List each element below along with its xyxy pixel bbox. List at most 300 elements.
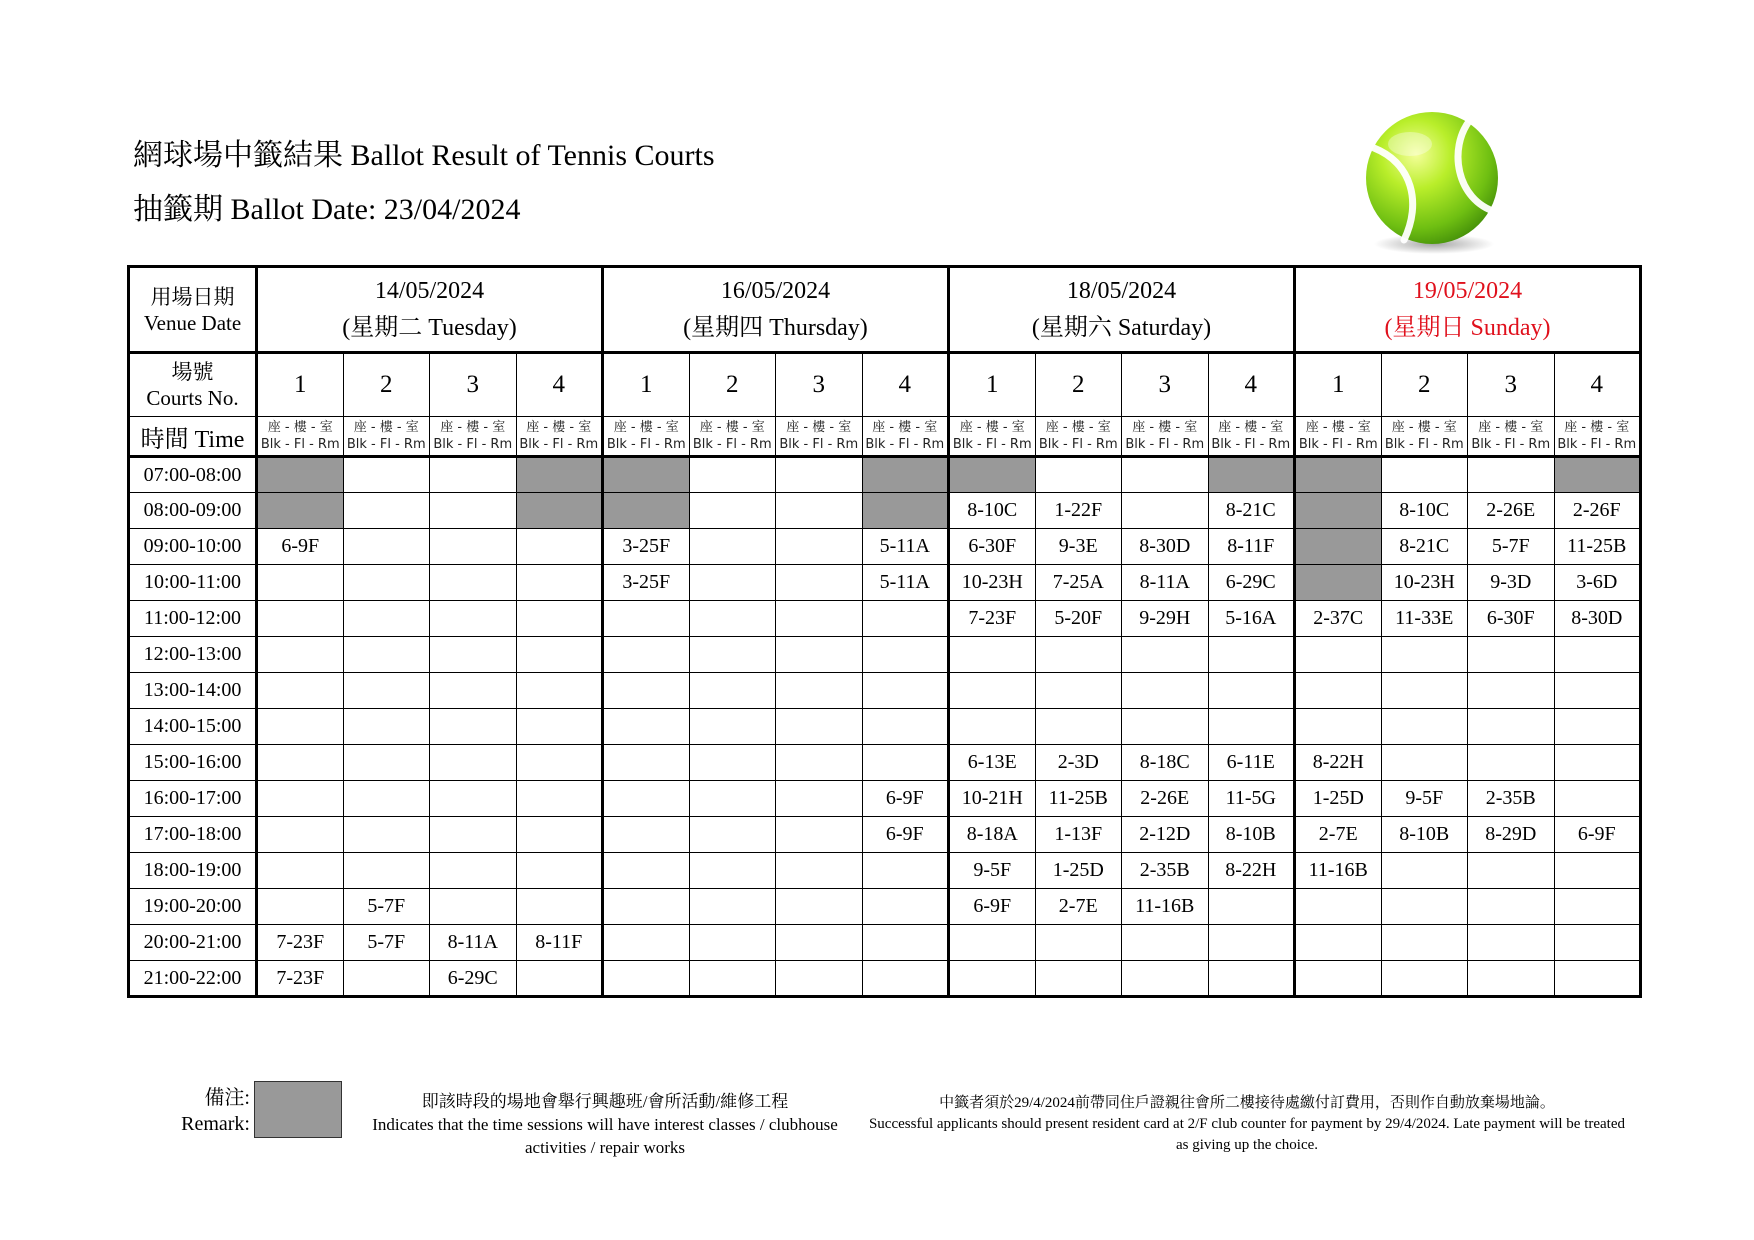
ballot-result-cell [1295, 889, 1382, 925]
blk-fl-rm-en: Blk - Fl - Rm [346, 437, 426, 452]
ballot-result-cell [343, 817, 430, 853]
ballot-result-cell: 8-11A [1122, 565, 1209, 601]
court-number: 2 [1035, 353, 1122, 417]
ballot-result-cell: 1-22F [1035, 493, 1122, 529]
day-weekday: (星期日 Sunday) [1384, 314, 1551, 341]
time-slot-row [129, 781, 1641, 817]
ballot-result-cell [257, 853, 344, 889]
time-slot-row [129, 889, 1641, 925]
day-header-thursday [603, 267, 949, 353]
ballot-result-cell [689, 853, 776, 889]
blk-fl-rm-row [129, 417, 1641, 457]
ballot-result-cell [1122, 925, 1209, 961]
blk-fl-rm-en: Blk - Fl - Rm [865, 437, 945, 452]
time-slot-row [129, 493, 1641, 529]
blk-fl-rm-label [430, 417, 517, 457]
ballot-result-cell [1381, 637, 1468, 673]
ballot-result-cell [689, 529, 776, 565]
ballot-result-cell [776, 601, 863, 637]
ballot-result-cell: 10-21H [949, 781, 1036, 817]
day-weekday: (星期六 Saturday) [1031, 314, 1212, 341]
ballot-result-cell: 8-29D [1468, 817, 1555, 853]
time-header: 時間 Time [129, 417, 257, 457]
ballot-result-cell: 6-29C [430, 961, 517, 997]
ballot-result-cell [603, 745, 690, 781]
ballot-result-cell [1381, 889, 1468, 925]
ballot-result-cell: 11-33E [1381, 601, 1468, 637]
ballot-result-cell [949, 673, 1036, 709]
day-date: 16/05/2024 [720, 277, 831, 304]
ballot-result-cell [1468, 925, 1555, 961]
ballot-result-cell [776, 457, 863, 493]
blk-fl-rm-en: Blk - Fl - Rm [692, 437, 772, 452]
ballot-result-cell [1554, 637, 1641, 673]
ballot-result-cell: 11-5G [1208, 781, 1295, 817]
ballot-result-cell: 9-3E [1035, 529, 1122, 565]
remark-text-zh: 即該時段的場地會舉行興趣班/會所活動/維修工程 [421, 1092, 789, 1111]
blk-fl-rm-en: Blk - Fl - Rm [519, 437, 599, 452]
ballot-result-cell: 10-23H [1381, 565, 1468, 601]
ballot-result-cell [1122, 961, 1209, 997]
ballot-result-cell: 8-22H [1295, 745, 1382, 781]
ballot-result-cell [516, 709, 603, 745]
ballot-result-cell [776, 925, 863, 961]
ballot-result-cell [689, 457, 776, 493]
ballot-result-cell [1554, 853, 1641, 889]
blk-fl-rm-label [343, 417, 430, 457]
ballot-result-cell [430, 565, 517, 601]
blk-fl-rm-en: Blk - Fl - Rm [260, 437, 340, 452]
ballot-result-cell [949, 961, 1036, 997]
ballot-result-cell [949, 637, 1036, 673]
blk-fl-rm-en: Blk - Fl - Rm [1298, 437, 1378, 452]
ballot-result-cell: 2-26F [1554, 493, 1641, 529]
ballot-result-cell: 6-13E [949, 745, 1036, 781]
ballot-result-cell [862, 961, 949, 997]
ballot-result-cell [516, 601, 603, 637]
ballot-result-cell [776, 889, 863, 925]
ballot-result-cell [1295, 637, 1382, 673]
blk-fl-rm-zh: 座 - 樓 - 室 [872, 420, 938, 435]
ballot-result-cell [862, 709, 949, 745]
time-slot-row [129, 673, 1641, 709]
day-header-saturday [949, 267, 1295, 353]
court-number: 4 [516, 353, 603, 417]
blk-fl-rm-label [1554, 417, 1641, 457]
court-number: 1 [257, 353, 344, 417]
courts-no-zh: 場號 [171, 360, 214, 384]
time-slot-label: 12:00-13:00 [129, 637, 257, 673]
blk-fl-rm-en: Blk - Fl - Rm [433, 437, 513, 452]
ballot-result-cell [603, 709, 690, 745]
ballot-result-cell [603, 925, 690, 961]
ballot-result-cell [257, 781, 344, 817]
ballot-result-cell [516, 961, 603, 997]
ballot-result-cell: 3-25F [603, 529, 690, 565]
blk-fl-rm-zh: 座 - 樓 - 室 [959, 420, 1025, 435]
blk-fl-rm-label [603, 417, 690, 457]
ballot-result-cell: 8-30D [1122, 529, 1209, 565]
ballot-result-cell [603, 853, 690, 889]
ballot-result-cell [430, 457, 517, 493]
ballot-result-cell: 5-11A [862, 565, 949, 601]
ballot-result-cell [516, 889, 603, 925]
ballot-result-cell: 11-16B [1295, 853, 1382, 889]
time-slot-row [129, 961, 1641, 997]
blk-fl-rm-en: Blk - Fl - Rm [1471, 437, 1551, 452]
ballot-result-cell: 8-18C [1122, 745, 1209, 781]
blk-fl-rm-label [862, 417, 949, 457]
ballot-result-cell [1468, 853, 1555, 889]
ballot-result-cell: 10-23H [949, 565, 1036, 601]
blk-fl-rm-label [776, 417, 863, 457]
day-date: 14/05/2024 [374, 277, 485, 304]
remark-label-zh: 備注: [204, 1087, 250, 1109]
time-slot-row [129, 817, 1641, 853]
court-number: 1 [949, 353, 1036, 417]
ballot-result-cell [603, 781, 690, 817]
ballot-result-cell: 8-30D [1554, 601, 1641, 637]
ballot-result-cell [1035, 709, 1122, 745]
ballot-result-cell: 7-25A [1035, 565, 1122, 601]
blocked-session-cell [862, 493, 949, 529]
ballot-result-cell [689, 493, 776, 529]
ballot-result-table [127, 265, 1642, 998]
ballot-result-cell [430, 853, 517, 889]
ballot-result-cell: 6-30F [949, 529, 1036, 565]
blk-fl-rm-en: Blk - Fl - Rm [1211, 437, 1291, 452]
ballot-result-cell: 11-25B [1554, 529, 1641, 565]
ballot-result-cell: 5-11A [862, 529, 949, 565]
blocked-session-cell [603, 457, 690, 493]
ballot-result-cell [430, 817, 517, 853]
blocked-session-cell [257, 493, 344, 529]
court-number-row [129, 353, 1641, 417]
ballot-result-cell [343, 601, 430, 637]
ballot-result-cell [257, 637, 344, 673]
time-slot-row [129, 709, 1641, 745]
ballot-result-cell [1295, 925, 1382, 961]
venue-date-zh: 用場日期 [150, 284, 235, 309]
blk-fl-rm-zh: 座 - 樓 - 室 [786, 420, 852, 435]
ballot-result-cell [516, 673, 603, 709]
time-slot-row [129, 637, 1641, 673]
ballot-result-cell [1208, 637, 1295, 673]
ballot-result-cell: 5-20F [1035, 601, 1122, 637]
ballot-result-cell [1554, 961, 1641, 997]
blk-fl-rm-label [516, 417, 603, 457]
ballot-result-cell [1554, 709, 1641, 745]
ballot-result-cell [1035, 457, 1122, 493]
blk-fl-rm-zh: 座 - 樓 - 室 [1132, 420, 1198, 435]
day-date: 18/05/2024 [1066, 277, 1177, 304]
blk-fl-rm-en: Blk - Fl - Rm [952, 437, 1032, 452]
court-number: 4 [862, 353, 949, 417]
ballot-result-cell [1468, 745, 1555, 781]
ballot-result-cell [776, 781, 863, 817]
ballot-result-cell [1468, 637, 1555, 673]
ballot-result-cell [430, 601, 517, 637]
ballot-result-cell [689, 601, 776, 637]
ballot-result-cell: 3-25F [603, 565, 690, 601]
court-number: 2 [343, 353, 430, 417]
time-slot-row [129, 853, 1641, 889]
ballot-result-cell [430, 493, 517, 529]
ballot-result-cell [430, 745, 517, 781]
ballot-result-cell [343, 709, 430, 745]
ballot-result-cell: 8-18A [949, 817, 1036, 853]
ballot-result-cell [430, 529, 517, 565]
ballot-result-cell: 7-23F [257, 961, 344, 997]
blk-fl-rm-zh: 座 - 樓 - 室 [699, 420, 765, 435]
blk-fl-rm-label [1468, 417, 1555, 457]
ballot-result-cell: 5-16A [1208, 601, 1295, 637]
page-title: 網球場中籤結果 Ballot Result of Tennis Courts [133, 139, 715, 172]
court-number: 2 [1381, 353, 1468, 417]
ballot-result-cell: 6-11E [1208, 745, 1295, 781]
ballot-result-cell [603, 889, 690, 925]
ballot-result-cell [1381, 745, 1468, 781]
ballot-result-cell: 7-23F [949, 601, 1036, 637]
ballot-result-cell [776, 961, 863, 997]
blk-fl-rm-zh: 座 - 樓 - 室 [1391, 420, 1457, 435]
time-slot-label: 08:00-09:00 [129, 493, 257, 529]
ballot-result-cell [1468, 709, 1555, 745]
ballot-result-cell: 8-21C [1381, 529, 1468, 565]
blk-fl-rm-label [949, 417, 1036, 457]
ballot-result-cell: 6-9F [257, 529, 344, 565]
ballot-result-cell [1122, 709, 1209, 745]
ballot-result-cell [776, 853, 863, 889]
ballot-result-cell [689, 817, 776, 853]
ballot-result-cell [776, 817, 863, 853]
blk-fl-rm-en: Blk - Fl - Rm [606, 437, 686, 452]
ballot-result-cell: 8-21C [1208, 493, 1295, 529]
ballot-result-cell [862, 637, 949, 673]
ballot-result-cell: 2-26E [1468, 493, 1555, 529]
ballot-result-cell [862, 673, 949, 709]
ballot-result-cell [1381, 961, 1468, 997]
blk-fl-rm-en: Blk - Fl - Rm [779, 437, 859, 452]
ballot-result-cell [516, 529, 603, 565]
ballot-result-cell [1554, 781, 1641, 817]
ballot-result-cell [689, 889, 776, 925]
time-slot-label: 14:00-15:00 [129, 709, 257, 745]
ballot-result-cell: 5-7F [343, 889, 430, 925]
ballot-result-cell: 6-9F [949, 889, 1036, 925]
ballot-result-cell: 2-35B [1122, 853, 1209, 889]
ballot-result-cell [430, 637, 517, 673]
remark-grey-swatch [254, 1081, 342, 1138]
day-header-sunday [1295, 267, 1641, 353]
blocked-session-cell [1295, 493, 1382, 529]
ballot-result-cell [689, 925, 776, 961]
ballot-result-cell [1035, 925, 1122, 961]
time-slot-label: 20:00-21:00 [129, 925, 257, 961]
ballot-result-cell: 8-10C [1381, 493, 1468, 529]
ballot-result-cell [1468, 457, 1555, 493]
ballot-result-cell: 8-11F [1208, 529, 1295, 565]
ballot-result-cell [1295, 673, 1382, 709]
blocked-session-cell [603, 493, 690, 529]
blk-fl-rm-zh: 座 - 樓 - 室 [267, 420, 333, 435]
time-slot-row [129, 457, 1641, 493]
blk-fl-rm-en: Blk - Fl - Rm [1557, 437, 1637, 452]
blocked-session-cell [1208, 457, 1295, 493]
court-number: 3 [430, 353, 517, 417]
blk-fl-rm-label [689, 417, 776, 457]
ballot-result-cell [343, 781, 430, 817]
ballot-result-cell: 2-3D [1035, 745, 1122, 781]
ballot-result-cell [603, 637, 690, 673]
ballot-result-cell [689, 745, 776, 781]
ballot-result-cell [1295, 709, 1382, 745]
court-number: 2 [689, 353, 776, 417]
blk-fl-rm-label [1208, 417, 1295, 457]
ballot-result-cell [689, 637, 776, 673]
ballot-result-cell [1468, 673, 1555, 709]
ballot-result-cell [1554, 745, 1641, 781]
ballot-result-cell [862, 925, 949, 961]
ballot-result-cell [776, 529, 863, 565]
venue-date-row [129, 267, 1641, 353]
ballot-result-cell [516, 853, 603, 889]
ballot-result-cell [1381, 925, 1468, 961]
ballot-result-cell [603, 817, 690, 853]
remark-text [350, 1090, 860, 1159]
ballot-result-cell: 2-7E [1295, 817, 1382, 853]
ballot-result-cell: 11-25B [1035, 781, 1122, 817]
blocked-session-cell [257, 457, 344, 493]
ballot-result-cell [343, 565, 430, 601]
court-number: 1 [1295, 353, 1382, 417]
ballot-result-cell [1035, 673, 1122, 709]
ballot-result-cell [689, 709, 776, 745]
tennis-ball-icon [1352, 108, 1512, 258]
court-number: 1 [603, 353, 690, 417]
ballot-result-cell [776, 637, 863, 673]
time-slot-label: 09:00-10:00 [129, 529, 257, 565]
court-number: 3 [1122, 353, 1209, 417]
time-slot-row [129, 925, 1641, 961]
ballot-result-cell: 2-7E [1035, 889, 1122, 925]
ballot-result-cell [343, 673, 430, 709]
blk-fl-rm-label [1035, 417, 1122, 457]
time-slot-row [129, 565, 1641, 601]
ballot-result-cell [776, 745, 863, 781]
ballot-result-cell: 6-9F [862, 817, 949, 853]
ballot-result-cell [343, 853, 430, 889]
payment-note-zh: 中籤者須於29/4/2024前帶同住戶證親往會所二樓接待處繳付訂費用，否則作自動放棄場地論。 [939, 1095, 1555, 1111]
court-number: 4 [1208, 353, 1295, 417]
ballot-result-cell [949, 925, 1036, 961]
ballot-result-cell [1554, 889, 1641, 925]
time-slot-label: 18:00-19:00 [129, 853, 257, 889]
ballot-result-cell: 9-5F [949, 853, 1036, 889]
ballot-result-cell [1554, 925, 1641, 961]
blk-fl-rm-zh: 座 - 樓 - 室 [613, 420, 679, 435]
day-weekday: (星期四 Thursday) [683, 314, 868, 341]
ballot-result-cell [603, 601, 690, 637]
venue-date-en: Venue Date [143, 310, 242, 335]
ballot-result-cell: 8-10B [1208, 817, 1295, 853]
blocked-session-cell [516, 493, 603, 529]
ballot-result-cell [776, 493, 863, 529]
time-slot-row [129, 529, 1641, 565]
blocked-session-cell [1295, 529, 1382, 565]
blk-fl-rm-en: Blk - Fl - Rm [1038, 437, 1118, 452]
blk-fl-rm-label [1381, 417, 1468, 457]
ballot-result-cell [1035, 637, 1122, 673]
ballot-result-cell [862, 853, 949, 889]
blk-fl-rm-zh: 座 - 樓 - 室 [1218, 420, 1284, 435]
ballot-result-cell: 1-25D [1035, 853, 1122, 889]
time-slot-label: 19:00-20:00 [129, 889, 257, 925]
blocked-session-cell [949, 457, 1036, 493]
ballot-result-cell [516, 565, 603, 601]
ballot-result-cell: 8-11A [430, 925, 517, 961]
blk-fl-rm-zh: 座 - 樓 - 室 [353, 420, 419, 435]
ballot-result-cell: 5-7F [1468, 529, 1555, 565]
ballot-result-cell [1208, 709, 1295, 745]
blk-fl-rm-zh: 座 - 樓 - 室 [1045, 420, 1111, 435]
ballot-result-cell: 9-5F [1381, 781, 1468, 817]
ballot-result-cell: 1-13F [1035, 817, 1122, 853]
ballot-result-cell [257, 889, 344, 925]
ballot-result-cell [257, 709, 344, 745]
courts-no-en: Courts No. [146, 386, 239, 410]
ballot-result-cell [776, 565, 863, 601]
ballot-result-cell [689, 673, 776, 709]
time-slot-label: 21:00-22:00 [129, 961, 257, 997]
ballot-result-cell [343, 745, 430, 781]
ballot-result-cell [776, 709, 863, 745]
ballot-result-cell [603, 673, 690, 709]
ballot-result-cell [1381, 673, 1468, 709]
court-number: 3 [1468, 353, 1555, 417]
blk-fl-rm-zh: 座 - 樓 - 室 [1305, 420, 1371, 435]
ballot-date: 抽籤期 Ballot Date: 23/04/2024 [133, 193, 521, 226]
ballot-result-cell: 1-25D [1295, 781, 1382, 817]
ballot-result-cell [1208, 961, 1295, 997]
ballot-result-cell [1208, 925, 1295, 961]
ballot-result-cell: 8-11F [516, 925, 603, 961]
ballot-result-cell: 6-30F [1468, 601, 1555, 637]
ballot-result-cell [689, 961, 776, 997]
blocked-session-cell [1554, 457, 1641, 493]
time-slot-label: 13:00-14:00 [129, 673, 257, 709]
courts-no-header [129, 353, 257, 417]
ballot-result-cell: 7-23F [257, 925, 344, 961]
remark-label-en: Remark: [181, 1113, 250, 1135]
ballot-result-cell [343, 637, 430, 673]
ballot-result-cell [1468, 961, 1555, 997]
payment-note-en: Successful applicants should present resident card at 2/F club counter for payment by 29/4/2024. Late payment will be treated as giving up the choice. [868, 1116, 1626, 1153]
ballot-result-cell: 6-9F [1554, 817, 1641, 853]
remark-text-en: Indicates that the time sessions will have interest classes / clubhouse activities / repair works [372, 1115, 838, 1157]
ballot-result-cell [257, 565, 344, 601]
ballot-result-cell [1122, 673, 1209, 709]
ballot-result-cell [343, 961, 430, 997]
ballot-result-cell [343, 457, 430, 493]
ballot-result-cell [689, 565, 776, 601]
ballot-result-cell [516, 817, 603, 853]
ballot-result-cell [862, 889, 949, 925]
ballot-result-cell: 2-35B [1468, 781, 1555, 817]
time-slot-label: 15:00-16:00 [129, 745, 257, 781]
ballot-result-cell: 9-29H [1122, 601, 1209, 637]
day-weekday: (星期二 Tuesday) [342, 314, 517, 341]
